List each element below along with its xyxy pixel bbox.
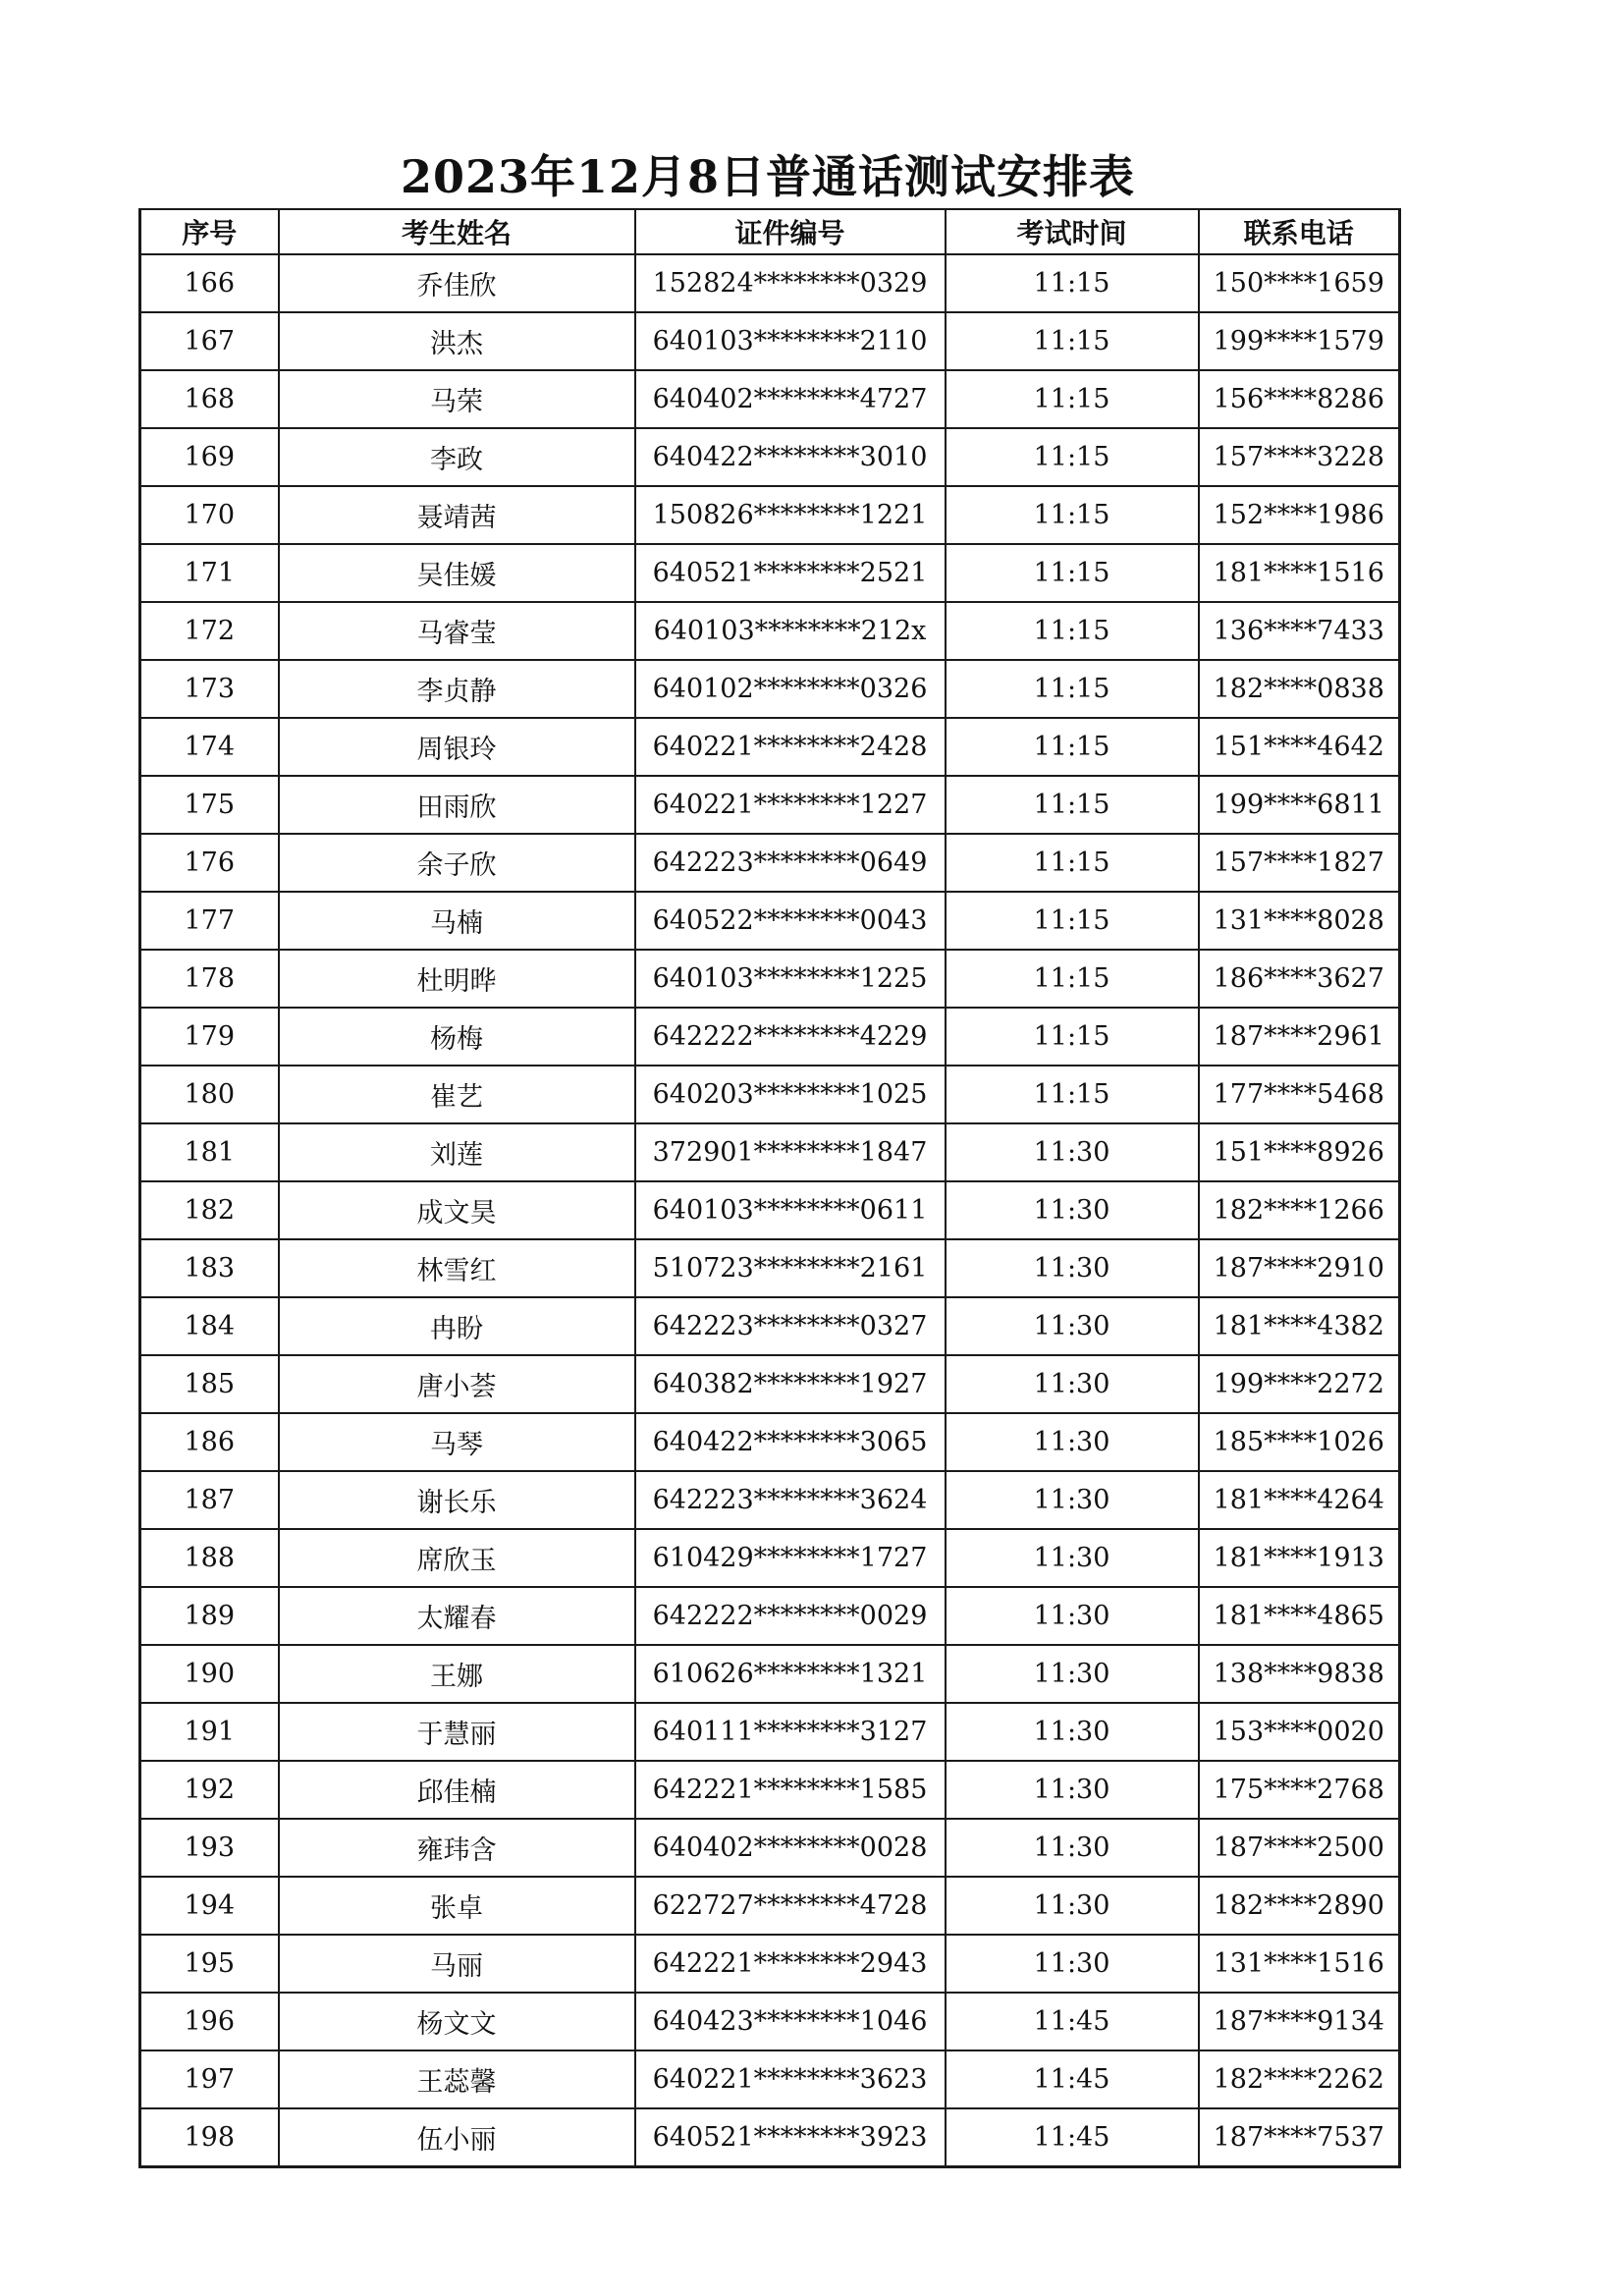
- seq-cell: 180: [140, 1066, 279, 1123]
- exam-time-cell: 11:30: [946, 1413, 1199, 1471]
- seq-cell: 182: [140, 1181, 279, 1239]
- id-number-cell: 640521********2521: [635, 544, 946, 602]
- id-number-cell: 640221********1227: [635, 776, 946, 834]
- phone-cell: 151****4642: [1199, 718, 1400, 776]
- exam-time-cell: 11:15: [946, 892, 1199, 950]
- exam-time-cell: 11:30: [946, 1587, 1199, 1645]
- seq-cell: 185: [140, 1355, 279, 1413]
- phone-cell: 175****2768: [1199, 1761, 1400, 1819]
- seq-cell: 184: [140, 1297, 279, 1355]
- seq-cell: 169: [140, 428, 279, 486]
- name-cell: 张卓: [279, 1877, 635, 1935]
- phone-cell: 157****3228: [1199, 428, 1400, 486]
- seq-cell: 195: [140, 1935, 279, 1993]
- phone-cell: 181****4382: [1199, 1297, 1400, 1355]
- name-cell: 成文昊: [279, 1181, 635, 1239]
- phone-cell: 182****1266: [1199, 1181, 1400, 1239]
- seq-cell: 179: [140, 1008, 279, 1066]
- phone-cell: 187****2910: [1199, 1239, 1400, 1297]
- id-number-cell: 642221********2943: [635, 1935, 946, 1993]
- name-cell: 李政: [279, 428, 635, 486]
- phone-cell: 187****9134: [1199, 1993, 1400, 2050]
- name-cell: 杜明晔: [279, 950, 635, 1008]
- name-cell: 于慧丽: [279, 1703, 635, 1761]
- seq-cell: 198: [140, 2108, 279, 2167]
- phone-cell: 181****1516: [1199, 544, 1400, 602]
- exam-time-cell: 11:15: [946, 660, 1199, 718]
- name-cell: 马睿莹: [279, 602, 635, 660]
- table-row: [140, 370, 1400, 428]
- id-number-cell: 640203********1025: [635, 1066, 946, 1123]
- seq-cell: 197: [140, 2050, 279, 2108]
- name-cell: 吴佳媛: [279, 544, 635, 602]
- name-cell: 唐小荟: [279, 1355, 635, 1413]
- table-row: [140, 1239, 1400, 1297]
- name-cell: 崔艺: [279, 1066, 635, 1123]
- seq-cell: 168: [140, 370, 279, 428]
- exam-time-cell: 11:30: [946, 1529, 1199, 1587]
- phone-cell: 156****8286: [1199, 370, 1400, 428]
- seq-cell: 196: [140, 1993, 279, 2050]
- seq-cell: 189: [140, 1587, 279, 1645]
- phone-cell: 182****2262: [1199, 2050, 1400, 2108]
- exam-time-cell: 11:30: [946, 1239, 1199, 1297]
- phone-cell: 187****7537: [1199, 2108, 1400, 2167]
- id-number-cell: 642221********1585: [635, 1761, 946, 1819]
- id-number-cell: 640402********0028: [635, 1819, 946, 1877]
- name-cell: 李贞静: [279, 660, 635, 718]
- phone-cell: 182****2890: [1199, 1877, 1400, 1935]
- exam-time-cell: 11:15: [946, 486, 1199, 544]
- table-row: [140, 544, 1400, 602]
- id-number-cell: 640103********2110: [635, 312, 946, 370]
- name-cell: 杨文文: [279, 1993, 635, 2050]
- id-number-cell: 640423********1046: [635, 1993, 946, 2050]
- id-number-cell: 640422********3065: [635, 1413, 946, 1471]
- table-row: [140, 1008, 1400, 1066]
- id-number-cell: 640111********3127: [635, 1703, 946, 1761]
- exam-time-cell: 11:15: [946, 428, 1199, 486]
- exam-time-cell: 11:30: [946, 1935, 1199, 1993]
- id-number-cell: 640522********0043: [635, 892, 946, 950]
- phone-cell: 138****9838: [1199, 1645, 1400, 1703]
- table-row: [140, 892, 1400, 950]
- exam-time-cell: 11:30: [946, 1645, 1199, 1703]
- seq-cell: 167: [140, 312, 279, 370]
- seq-cell: 194: [140, 1877, 279, 1935]
- seq-cell: 192: [140, 1761, 279, 1819]
- table-row: [140, 254, 1400, 312]
- seq-cell: 175: [140, 776, 279, 834]
- table-row: [140, 2108, 1400, 2167]
- seq-cell: 188: [140, 1529, 279, 1587]
- exam-time-cell: 11:15: [946, 312, 1199, 370]
- exam-time-cell: 11:30: [946, 1877, 1199, 1935]
- exam-time-cell: 11:15: [946, 370, 1199, 428]
- seq-cell: 172: [140, 602, 279, 660]
- seq-cell: 181: [140, 1123, 279, 1181]
- name-cell: 周银玲: [279, 718, 635, 776]
- table-row: [140, 1587, 1400, 1645]
- phone-cell: 199****6811: [1199, 776, 1400, 834]
- exam-time-cell: 11:15: [946, 602, 1199, 660]
- phone-cell: 131****8028: [1199, 892, 1400, 950]
- phone-cell: 187****2961: [1199, 1008, 1400, 1066]
- name-cell: 席欣玉: [279, 1529, 635, 1587]
- exam-time-cell: 11:30: [946, 1355, 1199, 1413]
- exam-time-cell: 11:45: [946, 2108, 1199, 2167]
- table-row: [140, 2050, 1400, 2108]
- table-row: [140, 312, 1400, 370]
- table-row: [140, 776, 1400, 834]
- page-title: 2023年12月8日普通话测试安排表: [400, 150, 1136, 203]
- id-number-cell: 610626********1321: [635, 1645, 946, 1703]
- seq-cell: 193: [140, 1819, 279, 1877]
- phone-cell: 182****0838: [1199, 660, 1400, 718]
- header-time: 考试时间: [946, 209, 1199, 254]
- id-number-cell: 640402********4727: [635, 370, 946, 428]
- phone-cell: 177****5468: [1199, 1066, 1400, 1123]
- name-cell: 林雪红: [279, 1239, 635, 1297]
- seq-cell: 191: [140, 1703, 279, 1761]
- seq-cell: 166: [140, 254, 279, 312]
- id-number-cell: 642222********4229: [635, 1008, 946, 1066]
- table-row: [140, 1529, 1400, 1587]
- exam-time-cell: 11:45: [946, 1993, 1199, 2050]
- table-row: [140, 486, 1400, 544]
- name-cell: 雍玮含: [279, 1819, 635, 1877]
- seq-cell: 174: [140, 718, 279, 776]
- id-number-cell: 642223********0649: [635, 834, 946, 892]
- exam-time-cell: 11:15: [946, 776, 1199, 834]
- seq-cell: 186: [140, 1413, 279, 1471]
- phone-cell: 136****7433: [1199, 602, 1400, 660]
- table-row: [140, 428, 1400, 486]
- seq-cell: 178: [140, 950, 279, 1008]
- name-cell: 余子欣: [279, 834, 635, 892]
- id-number-cell: 642222********0029: [635, 1587, 946, 1645]
- id-number-cell: 640221********2428: [635, 718, 946, 776]
- name-cell: 王娜: [279, 1645, 635, 1703]
- table-header: [140, 209, 1400, 254]
- exam-time-cell: 11:45: [946, 2050, 1199, 2108]
- name-cell: 邱佳楠: [279, 1761, 635, 1819]
- exam-time-cell: 11:30: [946, 1123, 1199, 1181]
- id-number-cell: 640382********1927: [635, 1355, 946, 1413]
- exam-time-cell: 11:15: [946, 1066, 1199, 1123]
- phone-cell: 153****0020: [1199, 1703, 1400, 1761]
- phone-cell: 181****4264: [1199, 1471, 1400, 1529]
- seq-cell: 176: [140, 834, 279, 892]
- phone-cell: 151****8926: [1199, 1123, 1400, 1181]
- seq-cell: 171: [140, 544, 279, 602]
- exam-time-cell: 11:15: [946, 950, 1199, 1008]
- id-number-cell: 640102********0326: [635, 660, 946, 718]
- name-cell: 刘莲: [279, 1123, 635, 1181]
- phone-cell: 152****1986: [1199, 486, 1400, 544]
- table-row: [140, 1877, 1400, 1935]
- seq-cell: 183: [140, 1239, 279, 1297]
- table-row: [140, 1471, 1400, 1529]
- exam-time-cell: 11:15: [946, 254, 1199, 312]
- id-number-cell: 642223********3624: [635, 1471, 946, 1529]
- name-cell: 太耀春: [279, 1587, 635, 1645]
- table-row: [140, 1355, 1400, 1413]
- phone-cell: 181****1913: [1199, 1529, 1400, 1587]
- seq-cell: 187: [140, 1471, 279, 1529]
- id-number-cell: 640221********3623: [635, 2050, 946, 2108]
- exam-time-cell: 11:30: [946, 1471, 1199, 1529]
- table-row: [140, 1645, 1400, 1703]
- id-number-cell: 510723********2161: [635, 1239, 946, 1297]
- id-number-cell: 610429********1727: [635, 1529, 946, 1587]
- phone-cell: 181****4865: [1199, 1587, 1400, 1645]
- name-cell: 洪杰: [279, 312, 635, 370]
- exam-time-cell: 11:15: [946, 834, 1199, 892]
- id-number-cell: 642223********0327: [635, 1297, 946, 1355]
- id-number-cell: 640521********3923: [635, 2108, 946, 2167]
- exam-time-cell: 11:30: [946, 1761, 1199, 1819]
- table-row: [140, 602, 1400, 660]
- name-cell: 田雨欣: [279, 776, 635, 834]
- exam-time-cell: 11:15: [946, 1008, 1199, 1066]
- table-row: [140, 1066, 1400, 1123]
- name-cell: 伍小丽: [279, 2108, 635, 2167]
- phone-cell: 185****1026: [1199, 1413, 1400, 1471]
- table-row: [140, 1181, 1400, 1239]
- seq-cell: 173: [140, 660, 279, 718]
- schedule-table: [138, 208, 1401, 2168]
- name-cell: 乔佳欣: [279, 254, 635, 312]
- header-seq: 序号: [140, 209, 279, 254]
- seq-cell: 190: [140, 1645, 279, 1703]
- phone-cell: 186****3627: [1199, 950, 1400, 1008]
- phone-cell: 199****1579: [1199, 312, 1400, 370]
- phone-cell: 187****2500: [1199, 1819, 1400, 1877]
- table-body: [140, 254, 1400, 2167]
- exam-time-cell: 11:15: [946, 544, 1199, 602]
- header-row: [140, 209, 1400, 254]
- seq-cell: 177: [140, 892, 279, 950]
- seq-cell: 170: [140, 486, 279, 544]
- name-cell: 马丽: [279, 1935, 635, 1993]
- id-number-cell: 640422********3010: [635, 428, 946, 486]
- table-row: [140, 1703, 1400, 1761]
- table-row: [140, 1761, 1400, 1819]
- name-cell: 王蕊馨: [279, 2050, 635, 2108]
- exam-time-cell: 11:30: [946, 1181, 1199, 1239]
- table-row: [140, 718, 1400, 776]
- table-row: [140, 1297, 1400, 1355]
- name-cell: 聂靖茜: [279, 486, 635, 544]
- id-number-cell: 152824********0329: [635, 254, 946, 312]
- id-number-cell: 640103********212x: [635, 602, 946, 660]
- name-cell: 谢长乐: [279, 1471, 635, 1529]
- phone-cell: 199****2272: [1199, 1355, 1400, 1413]
- header-id: 证件编号: [635, 209, 946, 254]
- id-number-cell: 622727********4728: [635, 1877, 946, 1935]
- table-row: [140, 950, 1400, 1008]
- phone-cell: 157****1827: [1199, 834, 1400, 892]
- name-cell: 马楠: [279, 892, 635, 950]
- table-row: [140, 834, 1400, 892]
- name-cell: 马荣: [279, 370, 635, 428]
- name-cell: 冉盼: [279, 1297, 635, 1355]
- table-row: [140, 1413, 1400, 1471]
- exam-time-cell: 11:30: [946, 1819, 1199, 1877]
- phone-cell: 131****1516: [1199, 1935, 1400, 1993]
- name-cell: 杨梅: [279, 1008, 635, 1066]
- name-cell: 马琴: [279, 1413, 635, 1471]
- id-number-cell: 640103********0611: [635, 1181, 946, 1239]
- header-phone: 联系电话: [1199, 209, 1400, 254]
- exam-time-cell: 11:30: [946, 1703, 1199, 1761]
- id-number-cell: 150826********1221: [635, 486, 946, 544]
- table-row: [140, 1123, 1400, 1181]
- id-number-cell: 640103********1225: [635, 950, 946, 1008]
- table-row: [140, 1935, 1400, 1993]
- exam-time-cell: 11:15: [946, 718, 1199, 776]
- table-row: [140, 1993, 1400, 2050]
- exam-time-cell: 11:30: [946, 1297, 1199, 1355]
- table-row: [140, 660, 1400, 718]
- header-name: 考生姓名: [279, 209, 635, 254]
- table-row: [140, 1819, 1400, 1877]
- phone-cell: 150****1659: [1199, 254, 1400, 312]
- id-number-cell: 372901********1847: [635, 1123, 946, 1181]
